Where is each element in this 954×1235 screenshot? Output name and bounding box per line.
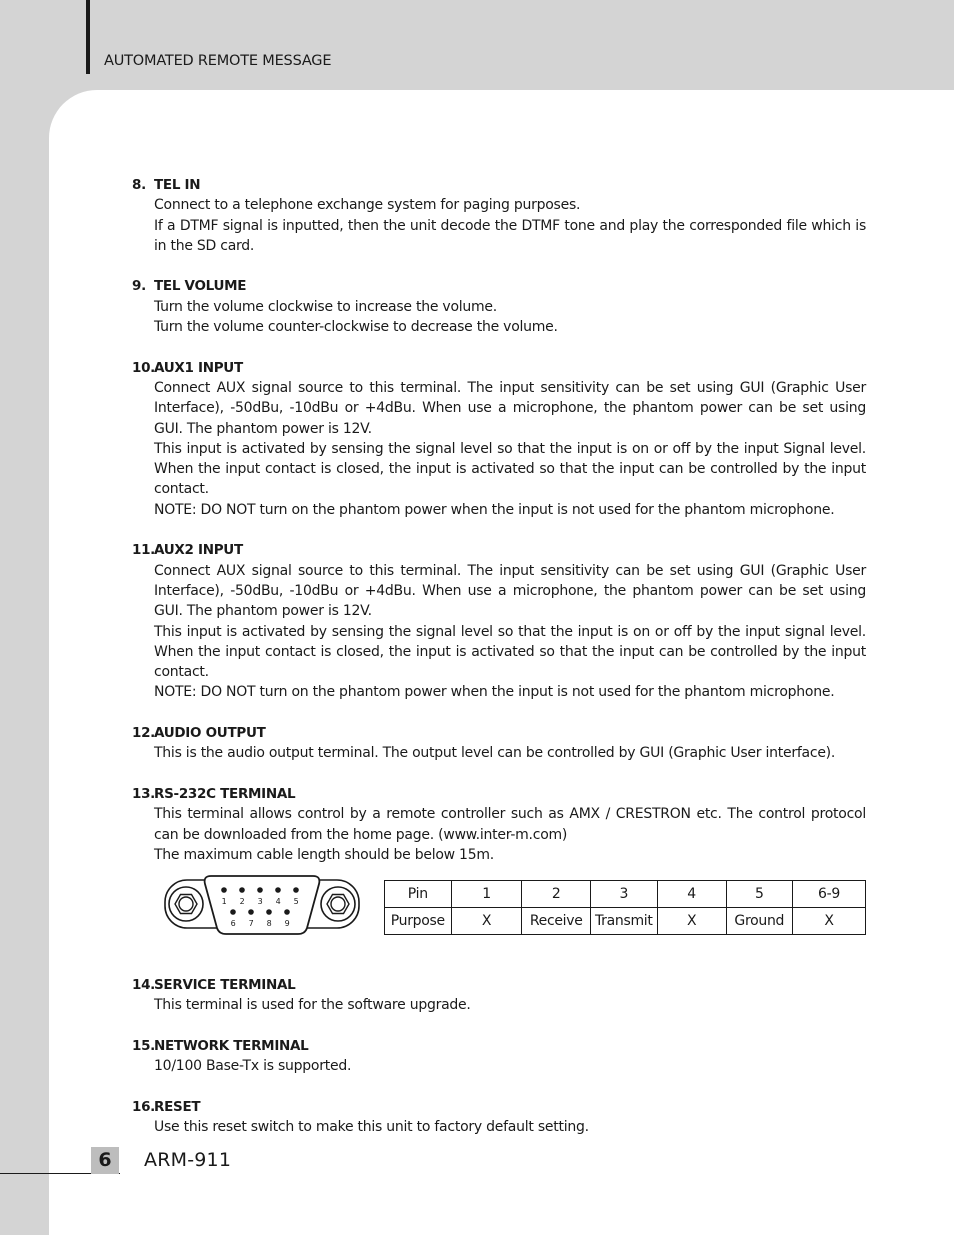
header-accent-bar — [86, 0, 90, 74]
section-title-text: TEL IN — [154, 177, 201, 193]
table-cell: Ground — [726, 908, 792, 935]
pin-dot — [239, 887, 245, 893]
section-tel-volume — [132, 276, 866, 337]
section-number: 9. — [132, 278, 146, 295]
section-number: 8. — [132, 177, 146, 193]
table-cell: 4 — [657, 881, 726, 908]
section-paragraph: NOTE: DO NOT turn on the phantom power when the input is not used for the phantom microphone. — [154, 501, 835, 518]
pin-dot — [284, 909, 290, 915]
pin-label: 8 — [266, 919, 272, 929]
section-paragraph: This terminal is used for the software upgrade. — [154, 997, 471, 1014]
pin-dot — [248, 909, 254, 915]
pin-dot — [275, 887, 281, 893]
section-title-text: AUX1 INPUT — [154, 359, 243, 376]
section-title — [132, 784, 866, 804]
section-number: 11. — [132, 542, 156, 559]
table-cell: Purpose — [385, 908, 452, 935]
pin-label: 6 — [230, 919, 236, 929]
pin-table — [384, 880, 866, 935]
pin-dot — [266, 909, 272, 915]
section-title-text: NETWORK TERMINAL — [154, 1037, 309, 1054]
section-paragraph: Connect to a telephone exchange system for paging purposes. — [154, 197, 581, 214]
pin-label: 7 — [248, 919, 254, 929]
pin-label: 9 — [284, 919, 290, 929]
pin-dot — [230, 909, 236, 915]
header-title: AUTOMATED REMOTE MESSAGE — [104, 53, 332, 69]
section-network-terminal — [132, 1036, 866, 1077]
pin-dot — [257, 887, 263, 893]
table-cell: X — [793, 908, 866, 935]
section-paragraph: This is the audio output terminal. The output level can be controlled by GUI (Graphic User interface). — [154, 745, 836, 762]
section-title — [132, 1097, 866, 1117]
pin-label: 5 — [293, 897, 299, 907]
page-number: 6 — [91, 1147, 119, 1174]
section-title — [132, 540, 866, 560]
section-paragraph: This input is activated by sensing the signal level so that the input is on or off by the input signal level. When the input contact is closed, the input is activated so that the input can be controlled by the input contact. — [154, 623, 866, 681]
pin-label: 1 — [221, 897, 227, 907]
section-title — [132, 723, 866, 743]
rs232-pin-figure — [132, 875, 866, 955]
section-title-text: AUX2 INPUT — [154, 542, 243, 559]
table-cell: Pin — [385, 881, 452, 908]
section-service-terminal — [132, 975, 866, 1016]
section-title-text: SERVICE TERMINAL — [154, 977, 296, 994]
section-rs-232c-terminal — [132, 784, 866, 865]
section-paragraph: 10/100 Base-Tx is supported. — [154, 1058, 352, 1075]
section-audio-output — [132, 723, 866, 764]
table-cell: 1 — [451, 881, 522, 908]
section-paragraph: The maximum cable length should be below 15m. — [154, 846, 494, 863]
section-aux2-input — [132, 540, 866, 702]
section-title-text: RESET — [154, 1098, 201, 1115]
section-aux1-input — [132, 358, 866, 520]
table-cell: 2 — [522, 881, 590, 908]
section-paragraph: Turn the volume clockwise to increase the volume. — [154, 298, 497, 315]
pin-label: 4 — [275, 897, 281, 907]
manual-content — [132, 175, 866, 1158]
table-cell: 3 — [590, 881, 657, 908]
screw-hole — [331, 897, 345, 911]
section-paragraph: Connect AUX signal source to this terminal. The input sensitivity can be set using GUI (Graphic User Interface), -50dBu, -10dBu or +4dBu. When use a microphone, the phantom power can be set using GUI. The phantom power is 12V. — [154, 379, 866, 437]
section-number: 12. — [132, 725, 156, 742]
pin-dot — [293, 887, 299, 893]
table-cell: Transmit — [590, 908, 657, 935]
section-title-text: AUDIO OUTPUT — [154, 725, 266, 742]
section-paragraph: Connect AUX signal source to this terminal. The input sensitivity can be set using GUI (Graphic User Interface), -50dBu, -10dBu or +4dBu. When use a microphone, the phantom power can be set using GUI. The phantom power is 12V. — [154, 562, 866, 620]
section-number: 13. — [132, 785, 156, 802]
section-title — [132, 276, 866, 296]
section-number: 14. — [132, 977, 156, 994]
section-paragraph: If a DTMF signal is inputted, then the unit decode the DTMF tone and play the corresponded file which is in the SD card. — [154, 217, 866, 254]
section-title — [132, 975, 866, 995]
section-paragraph: Use this reset switch to make this unit to factory default setting. — [154, 1119, 589, 1136]
section-paragraph: This input is activated by sensing the signal level so that the input is on or off by the input Signal level. When the input contact is closed, the input is activated so that the input can be controlled by the input contact. — [154, 440, 866, 498]
table-cell: 5 — [726, 881, 792, 908]
pin-label: 3 — [257, 897, 263, 907]
footer-model-name: ARM-911 — [144, 1149, 232, 1171]
pin-label: 2 — [239, 897, 245, 907]
screw-hole — [179, 897, 193, 911]
section-title-text: TEL VOLUME — [154, 278, 247, 295]
table-cell: 6-9 — [793, 881, 866, 908]
section-paragraph: NOTE: DO NOT turn on the phantom power when the input is not used for the phantom microphone. — [154, 684, 835, 701]
section-number: 10. — [132, 359, 156, 376]
section-title — [132, 175, 866, 195]
db9-connector-icon — [164, 870, 360, 940]
table-row — [385, 908, 866, 935]
pin-dot — [221, 887, 227, 893]
section-tel-in — [132, 175, 866, 256]
section-title — [132, 358, 866, 378]
table-cell: X — [451, 908, 522, 935]
section-reset — [132, 1097, 866, 1138]
section-title-text: RS-232C TERMINAL — [154, 785, 296, 802]
table-cell: X — [657, 908, 726, 935]
section-title — [132, 1036, 866, 1056]
section-number: 16. — [132, 1098, 156, 1115]
table-cell: Receive — [522, 908, 590, 935]
section-paragraph: Turn the volume counter-clockwise to decrease the volume. — [154, 319, 558, 336]
section-paragraph: This terminal allows control by a remote controller such as AMX / CRESTRON etc. The control protocol can be downloaded from the home page. (www.inter-m.com) — [154, 806, 866, 843]
table-row — [385, 881, 866, 908]
section-number: 15. — [132, 1037, 156, 1054]
